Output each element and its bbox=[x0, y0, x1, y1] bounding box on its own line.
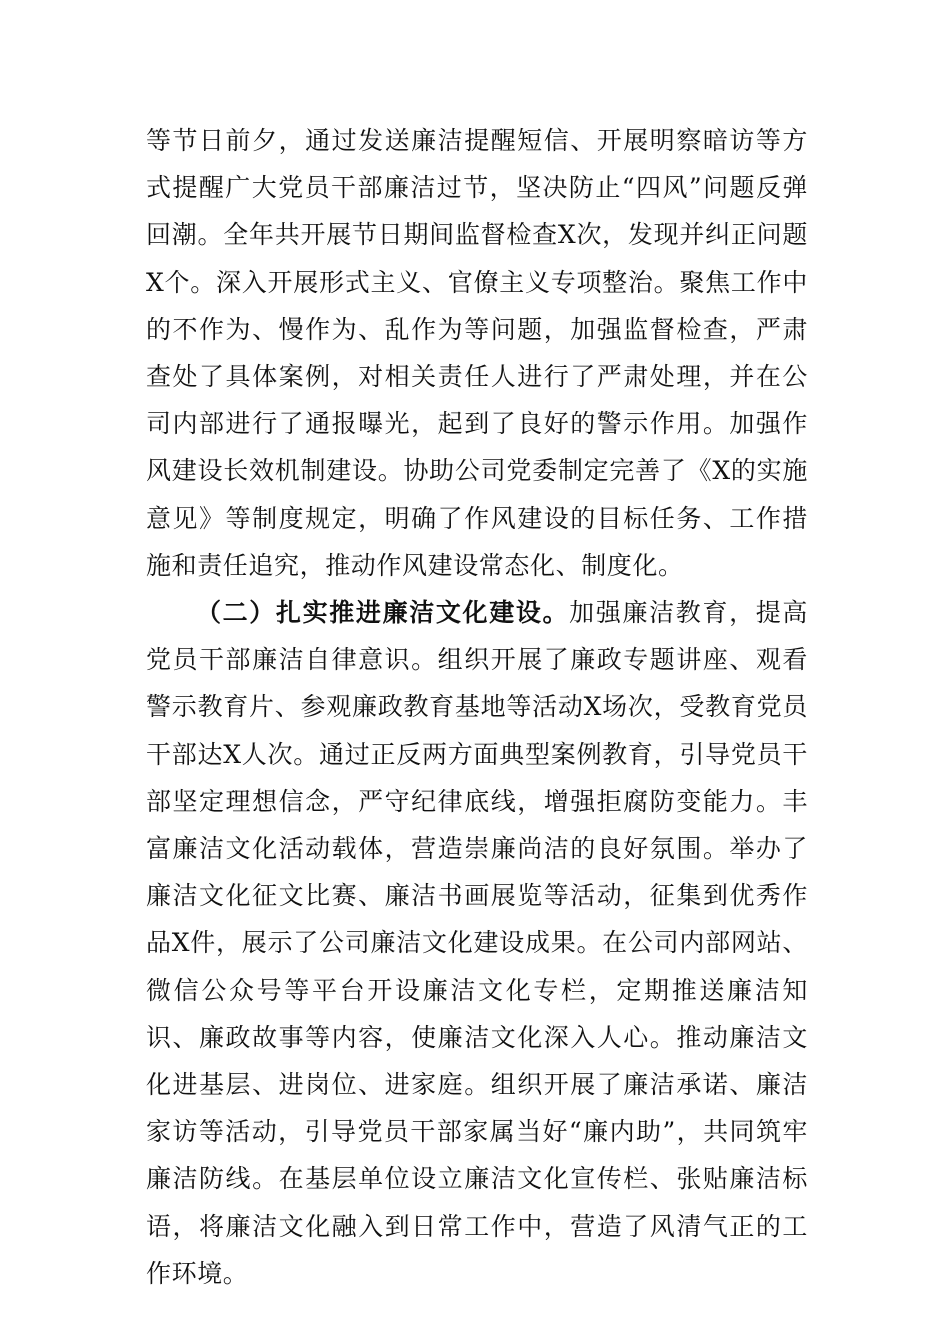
document-body bbox=[146, 117, 808, 1297]
paragraph-section-two bbox=[146, 589, 808, 1297]
paragraph-text: 加强廉洁教育，提高党员干部廉洁自律意识。组织开展了廉政专题讲座、观看警示教育片、参观廉政教育基地等活动X场次，受教育党员干部达X人次。通过正反两方面典型案例教育，引导党员干部坚定理想信念，严守纪律底线，增强拒腐防变能力。丰富廉洁文化活动载体，营造崇廉尚洁的良好氛围。举办了廉洁文化征文比赛、廉洁书画展览等活动，征集到优秀作品X件，展示了公司廉洁文化建设成果。在公司内部网站、微信公众号等平台开设廉洁文化专栏，定期推送廉洁知识、廉政故事等内容，使廉洁文化深入人心。推动廉洁文化进基层、进岗位、进家庭。组织开展了廉洁承诺、廉洁家访等活动，引导党员干部家属当好“廉内助”，共同筑牢廉洁防线。在基层单位设立廉洁文化宣传栏、张贴廉洁标语，将廉洁文化融入到日常工作中，营造了风清气正的工作环境。 bbox=[146, 598, 809, 1288]
section-heading: （二）扎实推进廉洁文化建设。 bbox=[196, 598, 570, 628]
paragraph-continuation bbox=[146, 117, 808, 589]
paragraph-text: 等节日前夕，通过发送廉洁提醒短信、开展明察暗访等方式提醒广大党员干部廉洁过节，坚决防止“四风”问题反弹回潮。全年共开展节日期间监督检查X次，发现并纠正问题X个。深入开展形式主义、官僚主义专项整治。聚焦工作中的不作为、慢作为、乱作为等问题，加强监督检查，严肃查处了具体案例，对相关责任人进行了严肃处理，并在公司内部进行了通报曝光，起到了良好的警示作用。加强作风建设长效机制建设。协助公司党委制定完善了《X的实施意见》等制度规定，明确了作风建设的目标任务、工作措施和责任追究，推动作风建设常态化、制度化。 bbox=[146, 126, 808, 580]
